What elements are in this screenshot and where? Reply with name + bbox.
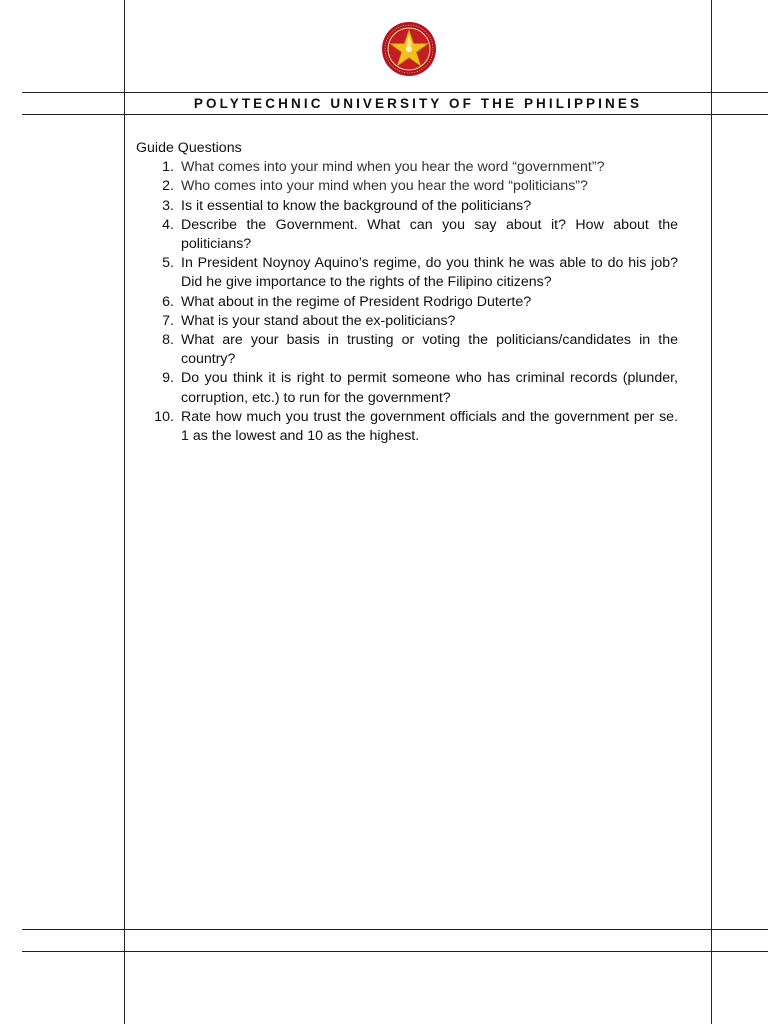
- pup-seal-icon: [381, 21, 437, 77]
- header-bottom-rule: [22, 114, 768, 115]
- item-text: Is it essential to know the background of the politicians?: [181, 197, 532, 214]
- item-number: 7.: [162, 312, 174, 329]
- item-number: 8.: [162, 332, 174, 349]
- item-text: What comes into your mind when you hear the word “government”?: [181, 159, 605, 176]
- list-item: [136, 254, 678, 292]
- list-item: [136, 158, 678, 177]
- list-item: [136, 197, 678, 216]
- item-number: 2.: [162, 178, 174, 195]
- item-text: What are your basis in trusting or voting the politicians/candidates in the country?: [181, 332, 678, 368]
- item-text: Do you think it is right to permit someone who has criminal records (plunder, corruption, etc.) to run for the government?: [181, 370, 678, 406]
- item-number: 1.: [162, 159, 174, 176]
- section-heading: Guide Questions: [136, 140, 242, 156]
- right-margin-line: [711, 0, 712, 1024]
- header-top-rule: [22, 92, 768, 93]
- list-item: [136, 408, 678, 446]
- item-number: 10.: [154, 408, 174, 425]
- item-number: 9.: [162, 370, 174, 387]
- footer-top-rule: [22, 929, 768, 930]
- item-number: 5.: [162, 255, 174, 272]
- list-item: [136, 312, 678, 331]
- item-text: Who comes into your mind when you hear the word “politicians”?: [181, 178, 588, 195]
- university-title: POLYTECHNIC UNIVERSITY OF THE PHILIPPINES: [193, 96, 643, 111]
- item-text: What is your stand about the ex-politicians?: [181, 312, 456, 329]
- item-number: 4.: [162, 216, 174, 233]
- guide-questions-section: [136, 139, 678, 446]
- item-number: 6.: [162, 293, 174, 310]
- footer-bottom-rule: [22, 951, 768, 952]
- list-item: [136, 177, 678, 196]
- questions-list: [136, 158, 678, 446]
- item-text: What about in the regime of President Rodrigo Duterte?: [181, 293, 532, 310]
- item-text: Describe the Government. What can you say about it? How about the politicians?: [181, 216, 678, 253]
- item-number: 3.: [162, 197, 174, 214]
- item-text: In President Noynoy Aquino’s regime, do you think he was able to do his job? Did he give importance to the rights of the Filipino citizens?: [181, 255, 678, 291]
- list-item: [136, 331, 678, 369]
- list-item: [136, 216, 678, 254]
- left-margin-line: [124, 0, 125, 1024]
- list-item: [136, 293, 678, 312]
- list-item: [136, 369, 678, 407]
- item-text: Rate how much you trust the government officials and the government per se. 1 as the lowest and 10 as the highest.: [181, 408, 678, 445]
